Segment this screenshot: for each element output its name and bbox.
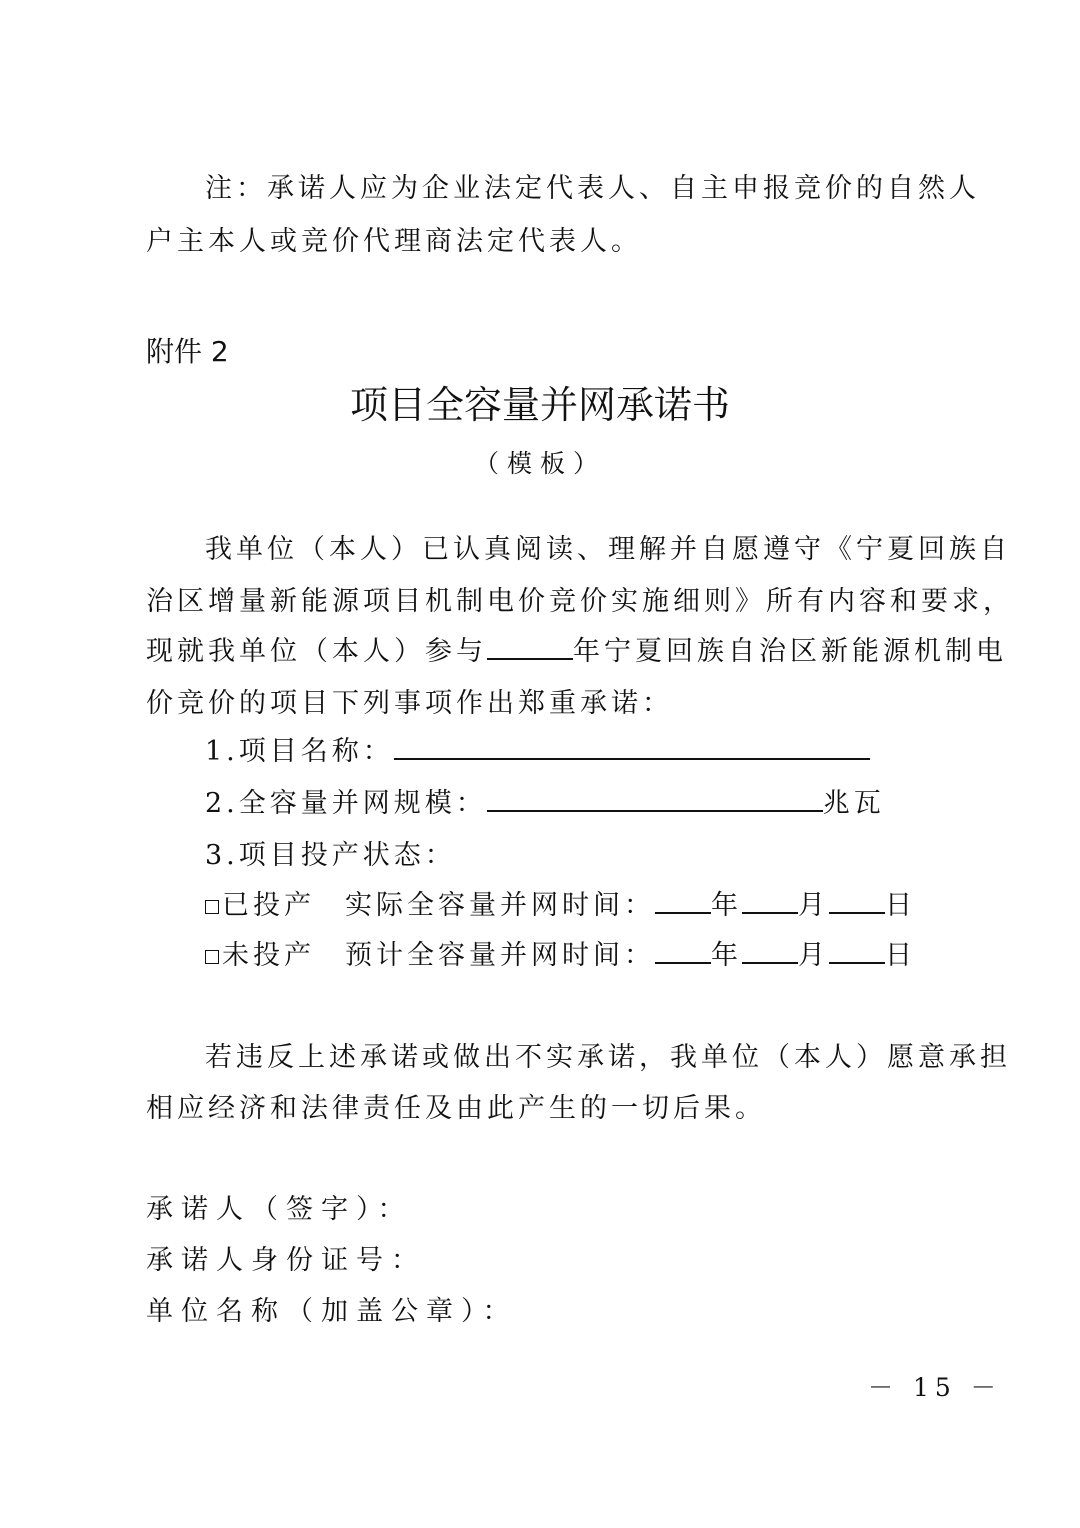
unbuilt-time-label: 预计全容量并网时间： [345, 940, 655, 971]
body-line-1: 我单位（本人）已认真阅读、理解并自愿遵守《宁夏回族自 [205, 534, 1011, 565]
note-line-2: 户主本人或竞价代理商法定代表人。 [146, 226, 642, 257]
built-label: 已投产 [222, 890, 315, 921]
built-year-blank[interactable] [655, 888, 711, 914]
id-number-label: 承诺人身份证号： [146, 1245, 426, 1276]
body-line-2: 治区增量新能源项目机制电价竞价实施细则》所有内容和要求， [146, 586, 1014, 617]
unbuilt-year-blank[interactable] [655, 938, 711, 964]
status-option-unbuilt [205, 938, 916, 974]
item-status: 3.项目投产状态： [205, 840, 456, 871]
unbuilt-day-blank[interactable] [829, 938, 885, 964]
unbuilt-month-unit: 月 [798, 940, 829, 971]
document-subtitle: （模板） [473, 449, 606, 478]
built-day-blank[interactable] [829, 888, 885, 914]
body-line-3 [146, 634, 1007, 670]
unbuilt-checkbox[interactable] [205, 950, 219, 964]
built-time-label: 实际全容量并网时间： [345, 890, 655, 921]
page-number: － 15 － [868, 1373, 1002, 1402]
unbuilt-day-unit: 日 [885, 940, 916, 971]
built-day-unit: 日 [885, 890, 916, 921]
year-blank[interactable] [487, 634, 573, 660]
unit-name-label: 单位名称（加盖公章）： [146, 1296, 518, 1327]
pledge-line-2: 相应经济和法律责任及由此产生的一切后果。 [146, 1093, 766, 1124]
item-capacity [205, 786, 885, 822]
capacity-unit: 兆瓦 [822, 788, 885, 819]
body-line-4: 价竞价的项目下列事项作出郑重承诺： [146, 688, 673, 719]
unbuilt-year-unit: 年 [711, 940, 742, 971]
signer-label: 承诺人（签字）： [146, 1194, 413, 1225]
capacity-blank[interactable] [487, 786, 823, 812]
built-checkbox[interactable] [205, 900, 219, 914]
status-option-built [205, 888, 916, 924]
unbuilt-label: 未投产 [222, 940, 315, 971]
body-line-3-end: 年宁夏回族自治区新能源机制电 [573, 636, 1007, 667]
item-project-name [205, 734, 870, 770]
project-name-blank[interactable] [394, 734, 870, 760]
item-capacity-label: 2.全容量并网规模： [205, 788, 487, 819]
document-title: 项目全容量并网承诺书 [349, 383, 730, 427]
unbuilt-month-blank[interactable] [742, 938, 798, 964]
body-line-3-start: 现就我单位（本人）参与 [146, 636, 487, 667]
note-line-1: 注：承诺人应为企业法定代表人、自主申报竞价的自然人 [205, 173, 980, 204]
item-project-name-label: 1.项目名称： [205, 736, 394, 767]
built-month-unit: 月 [798, 890, 829, 921]
built-month-blank[interactable] [742, 888, 798, 914]
pledge-line-1: 若违反上述承诺或做出不实承诺，我单位（本人）愿意承担 [205, 1042, 1011, 1073]
built-year-unit: 年 [711, 890, 742, 921]
attachment-label: 附件 2 [146, 335, 229, 368]
